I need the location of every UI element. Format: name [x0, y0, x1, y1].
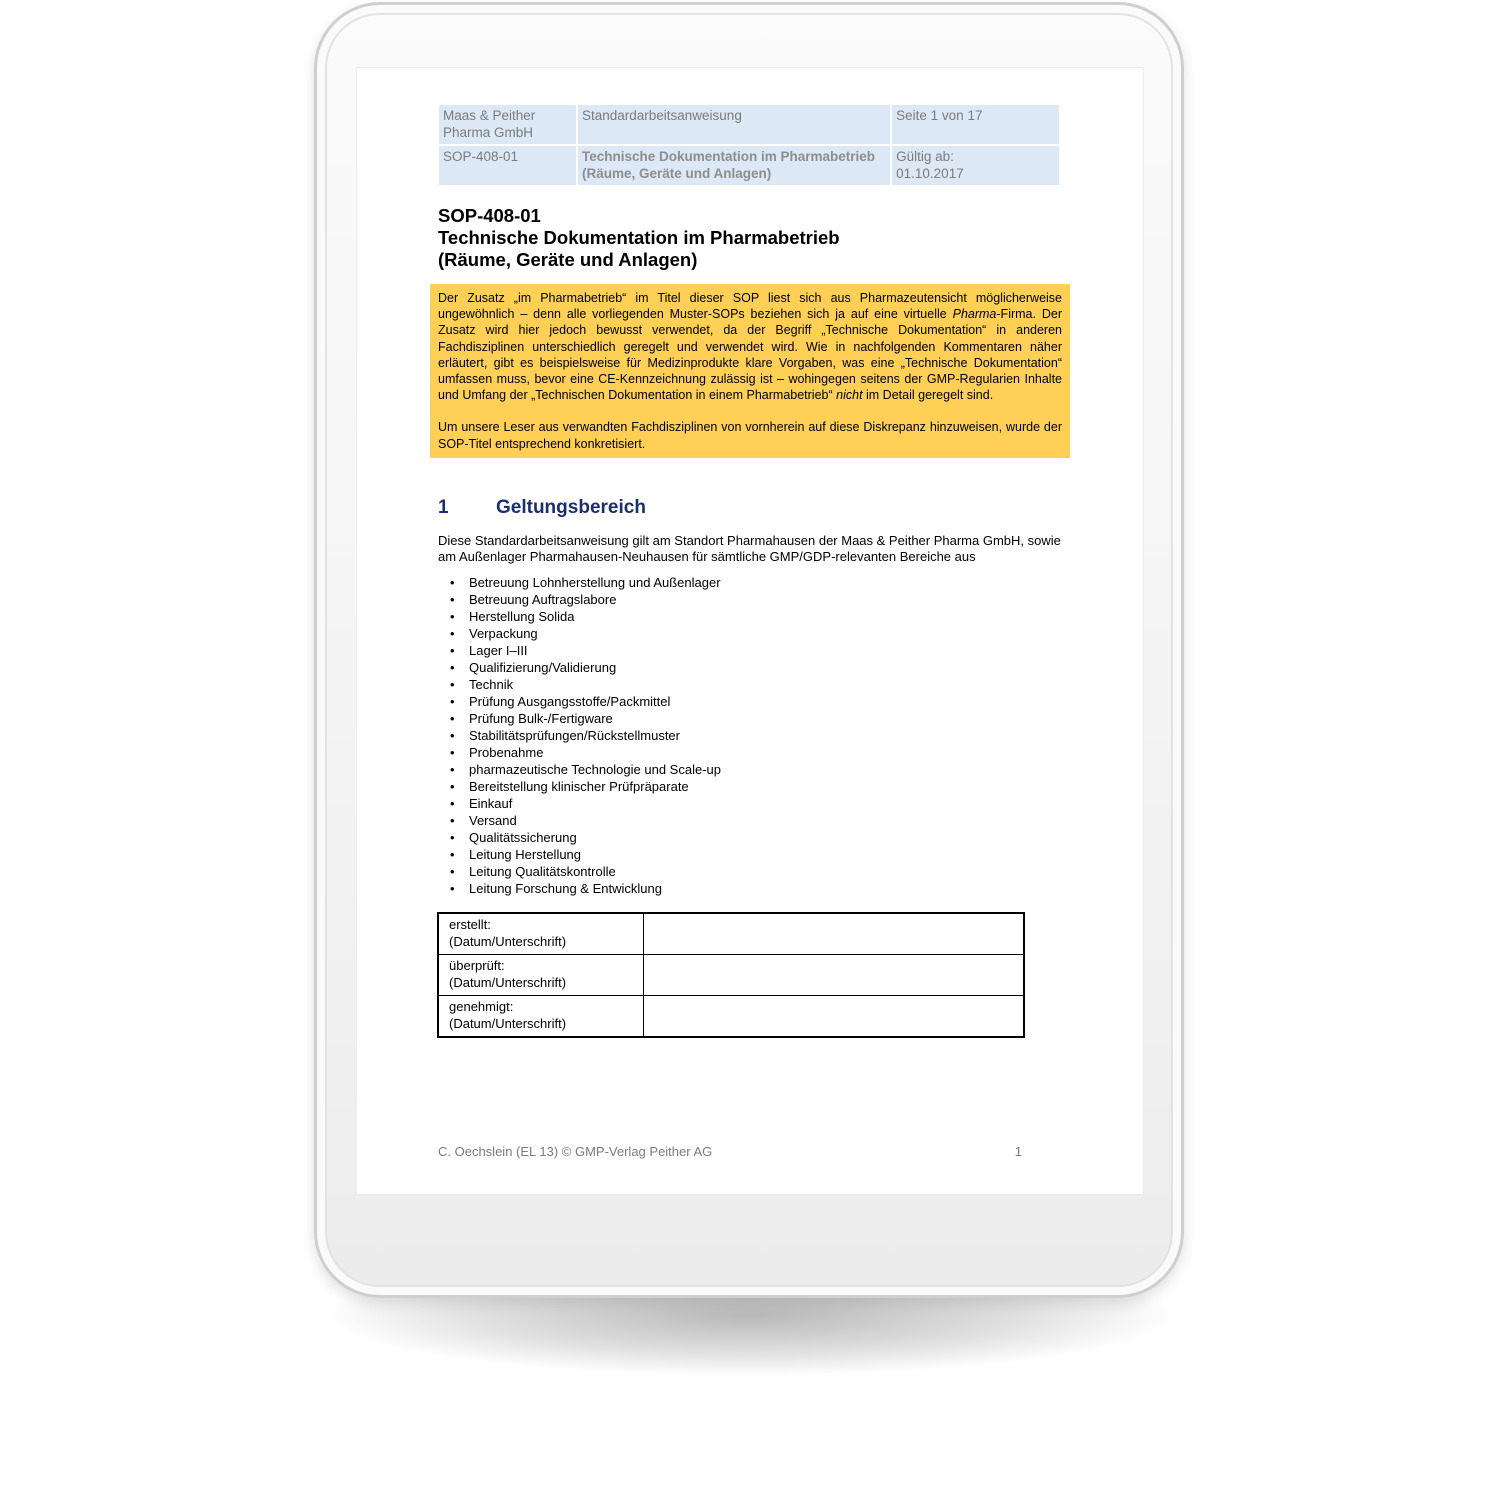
- header-valid-date: 01.10.2017: [896, 166, 964, 181]
- list-item: [438, 846, 1038, 863]
- bullet-icon: •: [450, 745, 455, 760]
- list-item: [438, 812, 1038, 829]
- signature-row: [438, 996, 1024, 1038]
- section-heading: [438, 496, 646, 520]
- signature-label: [438, 913, 644, 955]
- note-paragraph-2: Um unsere Leser aus verwandten Fachdisziplinen von vornherein auf diese Diskrepanz hinzuweisen, wurde der SOP-Titel entsprechend konkretisiert.: [438, 420, 1062, 451]
- document-header-table: [437, 103, 1061, 187]
- list-item: [438, 625, 1038, 642]
- bullet-icon: •: [450, 830, 455, 845]
- list-item: [438, 829, 1038, 846]
- header-doc-title-line1: Technische Dokumentation im Pharmabetrieb: [581, 149, 876, 164]
- list-item: [438, 659, 1038, 676]
- bullet-icon: •: [450, 881, 455, 896]
- bullet-icon: •: [450, 796, 455, 811]
- list-item-label: Verpackung: [469, 626, 538, 641]
- list-item: [438, 863, 1038, 880]
- list-item-label: Prüfung Bulk-/Fertigware: [469, 711, 613, 726]
- list-item-label: Betreuung Lohnherstellung und Außenlager: [469, 575, 721, 590]
- bullet-icon: •: [450, 677, 455, 692]
- list-item-label: Technik: [469, 677, 514, 692]
- note-text: Der Zusatz „im Pharmabetrieb“ im Titel dieser SOP liest sich aus Pharmazeutensicht möglicherweise ungewöhnlich – denn alle vorliegenden Muster-SOPs beziehen sich ja auf eine virtuelle: [438, 291, 1062, 322]
- list-item-label: Probenahme: [469, 745, 544, 760]
- signature-row: [438, 955, 1024, 996]
- signature-role: genehmigt:: [449, 999, 514, 1014]
- document-title-main: Technische Dokumentation im Pharmabetrieb: [438, 227, 840, 248]
- bullet-icon: •: [450, 779, 455, 794]
- note-text: -Firma. Der Zusatz wird hier jedoch bewusst verwendet, da der Begriff „Technische Dokumentation“ in anderen Fachdisziplinen unterschiedlich geregelt und verwendet wird. Wie in nachfolgenden Kommentaren näher erläutert, gibt es beispielsweise für Medizinprodukte klare Vorgaben, was eine „Technische Dokumentation“ umfassen muss, bevor eine CE-Kennzeichnung zulässig ist – wohingegen seitens der GMP-Regularien Inhalte und Umfang der „Technischen Dokumentation in einem Pharmabetrieb“: [438, 307, 1062, 403]
- note-text: im Detail geregelt sind.: [862, 388, 994, 403]
- bullet-icon: •: [450, 728, 455, 743]
- signature-table: [437, 912, 1025, 1038]
- bullet-icon: •: [450, 864, 455, 879]
- highlight-note: [430, 284, 1070, 458]
- bullet-icon: •: [450, 626, 455, 641]
- list-item-label: Bereitstellung klinischer Prüfpräparate: [469, 779, 689, 794]
- tablet-screen: [357, 68, 1143, 1194]
- signature-label: [438, 955, 644, 996]
- bullet-icon: •: [450, 660, 455, 675]
- bullet-icon: •: [450, 694, 455, 709]
- scope-list: [438, 574, 1038, 897]
- list-item-label: Einkauf: [469, 796, 513, 811]
- document-title-sub: (Räume, Geräte und Anlagen): [438, 249, 698, 270]
- bullet-icon: •: [450, 847, 455, 862]
- signature-row: [438, 913, 1024, 955]
- bullet-icon: •: [450, 762, 455, 777]
- section-title: Geltungsbereich: [496, 497, 646, 518]
- document-title-id: SOP-408-01: [438, 205, 541, 226]
- list-item-label: Prüfung Ausgangsstoffe/Packmittel: [469, 694, 671, 709]
- header-valid-label: Gültig ab:: [896, 149, 954, 164]
- signature-role: überprüft:: [449, 958, 505, 973]
- header-doc-title-line2: (Räume, Geräte und Anlagen): [581, 166, 772, 181]
- header-sop-id: SOP-408-01: [439, 146, 576, 185]
- document-page: [357, 68, 1143, 1194]
- list-item-label: Lager I–III: [469, 643, 528, 658]
- header-doc-title: [578, 146, 890, 185]
- note-paragraph-1: [438, 290, 1062, 403]
- signature-label: [438, 996, 644, 1038]
- list-item: [438, 642, 1038, 659]
- list-item: [438, 761, 1038, 778]
- list-item: [438, 710, 1038, 727]
- bullet-icon: •: [450, 711, 455, 726]
- page-footer: [438, 1144, 1022, 1159]
- header-valid-from: [892, 146, 1059, 185]
- signature-hint: (Datum/Unterschrift): [449, 1016, 567, 1031]
- list-item: [438, 744, 1038, 761]
- footer-credit: C. Oechslein (EL 13) © GMP-Verlag Peither AG: [438, 1144, 713, 1159]
- list-item: [438, 693, 1038, 710]
- bullet-icon: •: [450, 813, 455, 828]
- list-item: [438, 591, 1038, 608]
- list-item: [438, 574, 1038, 591]
- signature-field: [644, 955, 1025, 996]
- header-company: Maas & Peither Pharma GmbH: [439, 105, 576, 144]
- signature-role: erstellt:: [449, 917, 491, 932]
- bullet-icon: •: [450, 592, 455, 607]
- note-italic: nicht: [836, 388, 863, 403]
- list-item-label: pharmazeutische Technologie und Scale-up: [469, 762, 721, 777]
- list-item-label: Stabilitätsprüfungen/Rückstellmuster: [469, 728, 680, 743]
- footer-page-number: 1: [1014, 1144, 1022, 1159]
- header-row: [439, 105, 1059, 144]
- list-item: [438, 880, 1038, 897]
- list-item-label: Qualitätssicherung: [469, 830, 577, 845]
- list-item: [438, 676, 1038, 693]
- list-item-label: Qualifizierung/Validierung: [469, 660, 617, 675]
- list-item: [438, 608, 1038, 625]
- scope-paragraph: Diese Standardarbeitsanweisung gilt am Standort Pharmahausen der Maas & Peither Pharma GmbH, sowie am Außenlager Pharmahausen-Neuhausen für sämtliche GMP/GDP-relevanten Bereiche aus: [438, 533, 1061, 564]
- list-item: [438, 778, 1038, 795]
- section-number: 1: [438, 497, 449, 518]
- signature-hint: (Datum/Unterschrift): [449, 975, 567, 990]
- list-item-label: Leitung Herstellung: [469, 847, 582, 862]
- document-title: [438, 205, 1058, 271]
- bullet-icon: •: [450, 609, 455, 624]
- list-item-label: Herstellung Solida: [469, 609, 575, 624]
- list-item-label: Betreuung Auftragslabore: [469, 592, 617, 607]
- list-item-label: Leitung Qualitätskontrolle: [469, 864, 616, 879]
- list-item: [438, 727, 1038, 744]
- header-page-info: Seite 1 von 17: [892, 105, 1059, 144]
- note-italic: Pharma: [952, 307, 997, 322]
- bullet-icon: •: [450, 643, 455, 658]
- list-item-label: Leitung Forschung & Entwicklung: [469, 881, 662, 896]
- signature-field: [644, 913, 1025, 955]
- header-row: [439, 146, 1059, 185]
- signature-field: [644, 996, 1025, 1038]
- bullet-icon: •: [450, 575, 455, 590]
- list-item: [438, 795, 1038, 812]
- list-item-label: Versand: [469, 813, 517, 828]
- header-doc-type: Standardarbeitsanweisung: [578, 105, 890, 144]
- signature-hint: (Datum/Unterschrift): [449, 934, 567, 949]
